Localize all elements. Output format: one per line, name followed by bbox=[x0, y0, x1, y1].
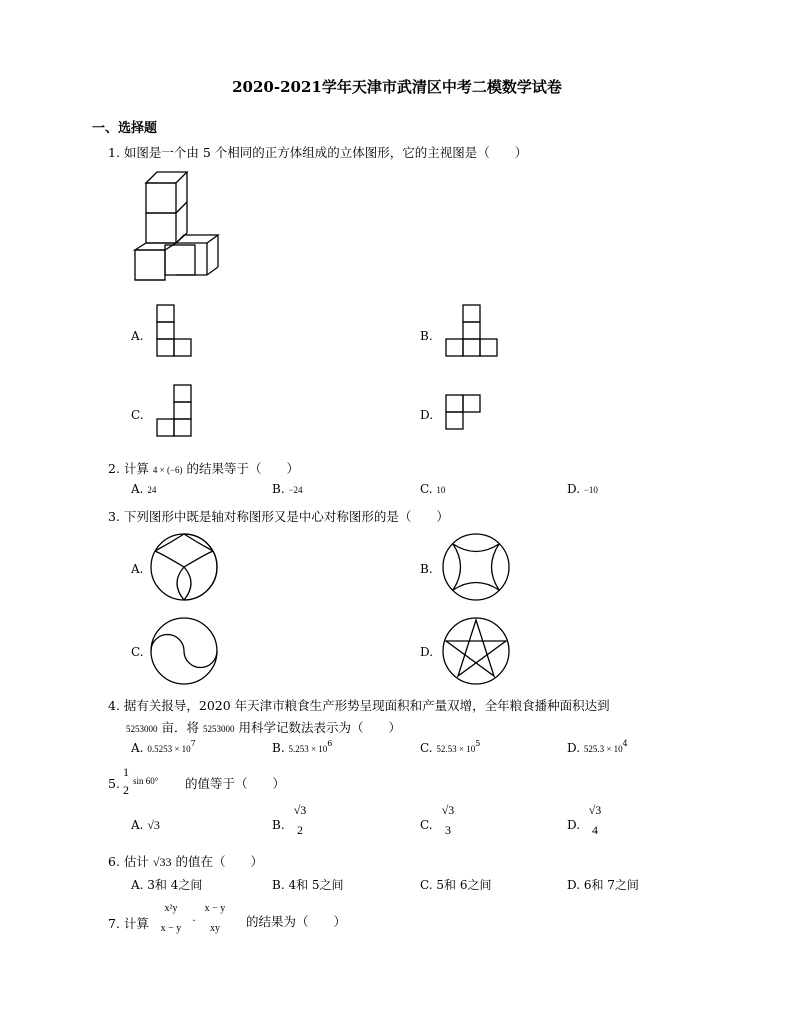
q7-suffix: 的结果为（ ） bbox=[246, 914, 347, 929]
q2-option-b[interactable]: B. −24 bbox=[272, 482, 303, 496]
q4-option-b[interactable]: B. $5.253 \times 10^6$ bbox=[272, 739, 333, 755]
q2-stem-suffix: 的结果等于（ ） bbox=[186, 461, 300, 476]
q3-option-c-label[interactable]: C. bbox=[131, 645, 144, 659]
q2-option-c[interactable]: C. 10 bbox=[420, 482, 446, 496]
q4-option-c[interactable]: C. $52.53 \times 10^5$ bbox=[420, 739, 481, 755]
q2-option-d[interactable]: D. −10 bbox=[567, 482, 598, 496]
q5-option-b-numerator: √3 bbox=[293, 803, 307, 817]
q1-option-d-label[interactable]: D. bbox=[420, 408, 434, 422]
question-3-text: 3. 下列图形中既是轴对称图形又是中心对称图形的是（ ） bbox=[108, 509, 449, 524]
q2-stem-prefix: 2. 计算 bbox=[108, 461, 149, 476]
q5-option-d-label[interactable]: D. bbox=[567, 818, 581, 832]
q5-number: 5. bbox=[108, 776, 120, 791]
q1-option-b-label[interactable]: B. bbox=[420, 329, 433, 343]
q5-option-b-denominator: 2 bbox=[297, 823, 303, 837]
q5-suffix: 的值等于（ ） bbox=[185, 776, 286, 791]
q6-option-c[interactable]: C. 5和 6之间 bbox=[420, 878, 492, 892]
question-1-text: 1. 如图是一个由 5 个相同的正方体组成的立体图形，它的主视图是（ ） bbox=[108, 145, 528, 160]
q1-option-c-label[interactable]: C. bbox=[131, 408, 144, 422]
q2-option-a[interactable]: A. 24 bbox=[131, 482, 157, 496]
q7-operator: · bbox=[192, 913, 196, 927]
q4-option-a[interactable]: A. $0.5253 \times 10^7$ bbox=[131, 739, 196, 755]
q3-option-d-label[interactable]: D. bbox=[420, 645, 434, 659]
q3-option-c-figure bbox=[150, 617, 220, 687]
q1-option-a-label[interactable]: A. bbox=[131, 329, 144, 343]
q1-option-c-figure bbox=[157, 385, 197, 441]
q7-fraction-2-denominator: xy bbox=[210, 923, 220, 934]
q1-option-d-figure bbox=[446, 395, 486, 435]
q1-option-a-figure bbox=[157, 305, 197, 361]
q6-option-d[interactable]: D. 6和 7之间 bbox=[567, 878, 639, 892]
q5-option-d-denominator: 4 bbox=[592, 823, 598, 837]
question-4-line-1: 4. 据有关报导，2020 年天津市粮食生产形势呈现面积和产量双增，全年粮食播种面积达到 bbox=[108, 698, 610, 713]
q7-prefix: 7. 计算 bbox=[108, 916, 149, 931]
question-4-line-2: 5253000 亩．将 5253000 用科学记数法表示为（ ） bbox=[126, 720, 401, 735]
q5-function: sin 60° bbox=[133, 776, 159, 786]
q5-option-a[interactable]: A. √3 bbox=[131, 818, 160, 832]
q2-expression: 4 × (−6) bbox=[152, 465, 183, 475]
q7-fraction-1-numerator: x²y bbox=[164, 903, 178, 914]
q1-option-b-figure bbox=[446, 305, 502, 361]
q5-frac-denominator: 2 bbox=[123, 783, 129, 797]
cube-solid-figure bbox=[130, 170, 230, 285]
q3-option-b-figure bbox=[442, 533, 512, 603]
q6-expression: √33 bbox=[152, 855, 172, 869]
question-6-text: 6. 估计 √33 的值在（ ） bbox=[108, 854, 263, 869]
q7-fraction-2-numerator: x − y bbox=[204, 903, 226, 914]
q6-option-b[interactable]: B. 4和 5之间 bbox=[272, 878, 344, 892]
q5-option-b-label[interactable]: B. bbox=[272, 818, 285, 832]
page-title: 2020-2021学年天津市武清区中考二模数学试卷 bbox=[232, 78, 562, 96]
q3-option-b-label[interactable]: B. bbox=[420, 562, 433, 576]
q5-frac-numerator: 1 bbox=[123, 765, 129, 779]
q5-option-c-denominator: 3 bbox=[445, 823, 451, 837]
q5-option-d-numerator: √3 bbox=[588, 803, 602, 817]
q6-option-a[interactable]: A. 3和 4之间 bbox=[131, 878, 203, 892]
q3-option-a-label[interactable]: A. bbox=[131, 562, 144, 576]
q7-fraction-1-denominator: x − y bbox=[160, 923, 182, 934]
question-2-text bbox=[108, 459, 299, 477]
q4-option-d[interactable]: D. $525.3 \times 10^4$ bbox=[567, 739, 628, 755]
q5-option-c-label[interactable]: C. bbox=[420, 818, 433, 832]
section-heading: 一、选择题 bbox=[92, 121, 158, 136]
q5-option-c-numerator: √3 bbox=[441, 803, 455, 817]
q3-option-d-figure bbox=[442, 617, 512, 687]
q3-option-a-figure bbox=[150, 533, 220, 603]
